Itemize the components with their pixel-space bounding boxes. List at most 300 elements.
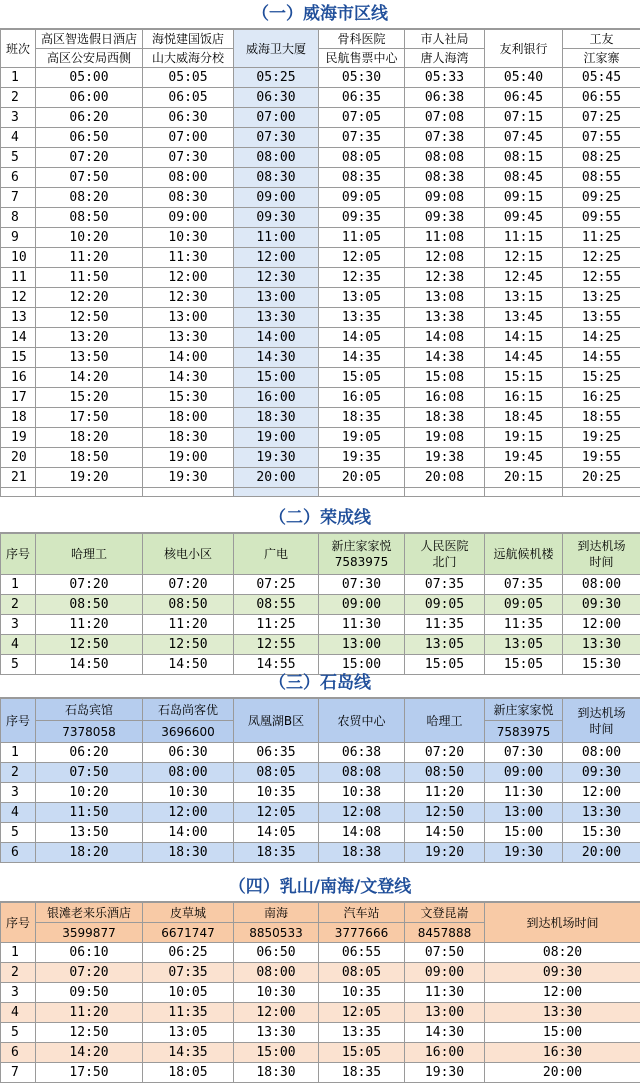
- table-row: [1, 368, 640, 388]
- header-stop: 海悦建国饭店: [143, 30, 234, 49]
- time-cell: 09:38: [405, 208, 485, 228]
- row-number-cell: 1: [1, 943, 36, 963]
- time-cell: 05:40: [485, 68, 563, 88]
- time-cell: 13:00: [319, 635, 405, 655]
- time-cell: 08:15: [485, 148, 563, 168]
- time-cell: 17:50: [36, 408, 143, 428]
- time-cell: 06:30: [143, 743, 234, 763]
- time-cell: 18:30: [143, 843, 234, 863]
- time-cell: 13:25: [563, 288, 640, 308]
- row-number-cell: 3: [1, 783, 36, 803]
- time-cell: 09:00: [143, 208, 234, 228]
- time-cell: 10:38: [319, 783, 405, 803]
- table-row: [1, 168, 640, 188]
- time-cell: 07:30: [319, 575, 405, 595]
- table-row: [1, 783, 640, 803]
- time-cell: 12:00: [485, 983, 640, 1003]
- table-row: [1, 68, 640, 88]
- header-stop: 农贸中心: [319, 699, 405, 743]
- time-cell: 13:30: [234, 308, 319, 328]
- time-cell: 12:00: [234, 248, 319, 268]
- time-cell: 07:20: [143, 575, 234, 595]
- time-cell: 14:08: [319, 823, 405, 843]
- time-cell: 18:30: [234, 1063, 319, 1083]
- time-cell: 18:20: [36, 428, 143, 448]
- header-stop-phone: 8850533: [234, 923, 319, 943]
- section-weihai-city: [0, 0, 640, 504]
- time-cell: 10:05: [143, 983, 234, 1003]
- time-cell: 07:55: [563, 128, 640, 148]
- header-stop: [319, 534, 405, 575]
- time-cell: 20:00: [563, 843, 640, 863]
- header-stop: 骨科医院: [319, 30, 405, 49]
- time-cell: 07:05: [319, 108, 405, 128]
- time-cell: 11:50: [36, 268, 143, 288]
- row-number-cell: 8: [1, 208, 36, 228]
- row-number-cell: 5: [1, 1023, 36, 1043]
- time-cell: 13:38: [405, 308, 485, 328]
- time-cell: 19:20: [405, 843, 485, 863]
- time-cell: 07:38: [405, 128, 485, 148]
- time-cell: 07:50: [36, 168, 143, 188]
- time-cell: 15:00: [485, 1023, 640, 1043]
- time-cell: 19:30: [405, 1063, 485, 1083]
- time-cell: 13:45: [485, 308, 563, 328]
- row-number-cell: 20: [1, 448, 36, 468]
- time-cell: 11:25: [563, 228, 640, 248]
- time-cell: 08:20: [485, 943, 640, 963]
- time-cell: 09:45: [485, 208, 563, 228]
- table-body: [1, 68, 640, 488]
- row-number-cell: 9: [1, 228, 36, 248]
- table-row: [1, 268, 640, 288]
- header-stop: 友利银行: [485, 30, 563, 68]
- time-cell: 06:45: [485, 88, 563, 108]
- row-number-cell: 2: [1, 595, 36, 615]
- time-cell: 13:30: [485, 1003, 640, 1023]
- time-cell: 06:20: [36, 108, 143, 128]
- row-number-cell: 4: [1, 128, 36, 148]
- time-cell: 18:38: [319, 843, 405, 863]
- row-number-cell: 16: [1, 368, 36, 388]
- section-title-rushan: （四）乳山/南海/文登线: [0, 873, 640, 902]
- header-stop: 新庄家家悦: [485, 699, 563, 721]
- row-number-cell: 11: [1, 268, 36, 288]
- header-shift: 班次: [1, 30, 36, 68]
- time-cell: 11:20: [143, 615, 234, 635]
- header-stop: 石岛尚客优: [143, 699, 234, 721]
- time-cell: 19:55: [563, 448, 640, 468]
- time-cell: 19:35: [319, 448, 405, 468]
- time-cell: 09:35: [319, 208, 405, 228]
- header-stop-sub: 高区公安局西侧: [36, 49, 143, 68]
- time-cell: 12:30: [143, 288, 234, 308]
- time-cell: 14:50: [36, 655, 143, 675]
- row-number-cell: 5: [1, 655, 36, 675]
- time-cell: 10:35: [319, 983, 405, 1003]
- time-cell: 11:20: [405, 783, 485, 803]
- row-number-cell: 3: [1, 983, 36, 1003]
- time-cell: 19:30: [143, 468, 234, 488]
- header-stop: 哈理工: [405, 699, 485, 743]
- time-cell: 08:50: [143, 595, 234, 615]
- time-cell: 08:35: [319, 168, 405, 188]
- row-number-cell: 17: [1, 388, 36, 408]
- time-cell: 11:00: [234, 228, 319, 248]
- time-cell: 15:00: [319, 655, 405, 675]
- time-cell: 18:05: [143, 1063, 234, 1083]
- row-number-cell: 1: [1, 68, 36, 88]
- row-number-cell: 13: [1, 308, 36, 328]
- time-cell: 07:30: [485, 743, 563, 763]
- time-cell: 14:30: [234, 348, 319, 368]
- time-cell: 20:15: [485, 468, 563, 488]
- header-arrival-line1: 到达机场: [577, 539, 626, 553]
- time-cell: 16:08: [405, 388, 485, 408]
- time-cell: 08:50: [36, 208, 143, 228]
- time-cell: 14:08: [405, 328, 485, 348]
- time-cell: 08:30: [234, 168, 319, 188]
- time-cell: 15:05: [319, 1043, 405, 1063]
- header-stop: 文登昆嵛: [405, 903, 485, 923]
- time-cell: 19:00: [234, 428, 319, 448]
- header-stop-name: 新庄家家悦: [331, 539, 392, 553]
- time-cell: 07:35: [143, 963, 234, 983]
- time-cell: 07:20: [36, 963, 143, 983]
- time-cell: 12:08: [405, 248, 485, 268]
- time-cell: 06:25: [143, 943, 234, 963]
- time-cell: 18:20: [36, 843, 143, 863]
- time-cell: 06:05: [143, 88, 234, 108]
- section-title-shidao: （三）石岛线: [0, 669, 640, 698]
- time-cell: 19:05: [319, 428, 405, 448]
- header-stop-phone: 3696600: [143, 721, 234, 743]
- time-cell: 18:35: [319, 1063, 405, 1083]
- row-number-cell: 14: [1, 328, 36, 348]
- time-cell: 12:25: [563, 248, 640, 268]
- time-cell: 13:05: [405, 635, 485, 655]
- time-cell: 14:20: [36, 1043, 143, 1063]
- time-cell: 15:30: [563, 655, 640, 675]
- header-stop: 核电小区: [143, 534, 234, 575]
- time-cell: 15:30: [143, 388, 234, 408]
- table-row: [1, 308, 640, 328]
- time-cell: 13:00: [485, 803, 563, 823]
- table-row: [1, 943, 640, 963]
- time-cell: 08:50: [36, 595, 143, 615]
- time-cell: 09:30: [234, 208, 319, 228]
- header-stop-phone: 3777666: [319, 923, 405, 943]
- header-arrival-line2: 时间: [589, 555, 614, 569]
- header-stop: 石岛宾馆: [36, 699, 143, 721]
- time-cell: 15:05: [319, 368, 405, 388]
- time-cell: 14:00: [143, 823, 234, 843]
- section-title-rongcheng: （二）荣成线: [0, 504, 640, 533]
- time-cell: 13:55: [563, 308, 640, 328]
- time-cell: 13:00: [405, 1003, 485, 1023]
- header-stop: [405, 534, 485, 575]
- time-cell: 15:00: [234, 1043, 319, 1063]
- time-cell: 09:50: [36, 983, 143, 1003]
- time-cell: 18:45: [485, 408, 563, 428]
- row-number-cell: 21: [1, 468, 36, 488]
- header-stop-phone: 8457888: [405, 923, 485, 943]
- time-cell: 06:38: [405, 88, 485, 108]
- time-cell: 20:08: [405, 468, 485, 488]
- table-row: [1, 348, 640, 368]
- time-cell: 09:15: [485, 188, 563, 208]
- time-cell: 06:35: [319, 88, 405, 108]
- time-cell: 20:25: [563, 468, 640, 488]
- time-cell: 07:35: [319, 128, 405, 148]
- time-cell: 18:30: [143, 428, 234, 448]
- time-cell: 19:45: [485, 448, 563, 468]
- time-cell: 15:05: [485, 655, 563, 675]
- table-row: [1, 743, 640, 763]
- schedule-table-shidao: [0, 698, 640, 863]
- section-rongcheng: [0, 504, 640, 672]
- time-cell: 05:33: [405, 68, 485, 88]
- time-cell: 13:00: [234, 288, 319, 308]
- time-cell: 15:05: [405, 655, 485, 675]
- time-cell: 20:00: [234, 468, 319, 488]
- time-cell: 14:50: [405, 823, 485, 843]
- time-cell: 12:20: [36, 288, 143, 308]
- time-cell: 08:05: [319, 963, 405, 983]
- time-cell: 19:38: [405, 448, 485, 468]
- time-cell: 11:30: [405, 983, 485, 1003]
- time-cell: 19:20: [36, 468, 143, 488]
- row-number-cell: 7: [1, 188, 36, 208]
- table-row: [1, 108, 640, 128]
- header-stop: 南海: [234, 903, 319, 923]
- time-cell: 06:00: [36, 88, 143, 108]
- header-stop: 广电: [234, 534, 319, 575]
- time-cell: 05:00: [36, 68, 143, 88]
- time-cell: 15:30: [563, 823, 640, 843]
- header-stop: 凤凰湖B区: [234, 699, 319, 743]
- table-row: [1, 1003, 640, 1023]
- time-cell: 11:30: [143, 248, 234, 268]
- time-cell: 09:00: [485, 763, 563, 783]
- time-cell: 14:05: [234, 823, 319, 843]
- header-stop: 威海卫大厦: [234, 30, 319, 68]
- table-row: [1, 1043, 640, 1063]
- time-cell: 09:05: [405, 595, 485, 615]
- table-row: [1, 763, 640, 783]
- table-row: [1, 428, 640, 448]
- time-cell: 13:05: [485, 635, 563, 655]
- time-cell: 11:15: [485, 228, 563, 248]
- time-cell: 12:50: [36, 635, 143, 655]
- time-cell: 13:50: [36, 348, 143, 368]
- time-cell: 11:30: [319, 615, 405, 635]
- time-cell: 08:00: [234, 963, 319, 983]
- row-number-cell: 6: [1, 168, 36, 188]
- row-number-cell: 7: [1, 1063, 36, 1083]
- row-number-cell: 2: [1, 763, 36, 783]
- time-cell: 18:30: [234, 408, 319, 428]
- time-cell: 12:50: [36, 308, 143, 328]
- time-cell: 13:30: [563, 635, 640, 655]
- section-title-weihai: （一）威海市区线: [0, 0, 640, 29]
- row-number-cell: 5: [1, 823, 36, 843]
- time-cell: 10:30: [143, 228, 234, 248]
- time-cell: 19:30: [234, 448, 319, 468]
- time-cell: 07:25: [563, 108, 640, 128]
- row-number-cell: 5: [1, 148, 36, 168]
- time-cell: 08:20: [36, 188, 143, 208]
- time-cell: 11:50: [36, 803, 143, 823]
- table-row: [1, 388, 640, 408]
- time-cell: 11:35: [485, 615, 563, 635]
- time-cell: 06:50: [234, 943, 319, 963]
- time-cell: 12:55: [234, 635, 319, 655]
- time-cell: 13:08: [405, 288, 485, 308]
- row-number-cell: 6: [1, 1043, 36, 1063]
- header-stop: 汽车站: [319, 903, 405, 923]
- table-row: [1, 803, 640, 823]
- time-cell: 07:20: [36, 575, 143, 595]
- time-cell: 08:50: [405, 763, 485, 783]
- time-cell: 14:20: [36, 368, 143, 388]
- time-cell: 12:00: [563, 615, 640, 635]
- table-row: [1, 408, 640, 428]
- header-stop-sub: 民航售票中心: [319, 49, 405, 68]
- header-stop-sub: 北门: [432, 555, 457, 569]
- time-cell: 08:05: [319, 148, 405, 168]
- time-cell: 13:05: [143, 1023, 234, 1043]
- time-cell: 13:30: [143, 328, 234, 348]
- time-cell: 15:15: [485, 368, 563, 388]
- header-stop-phone: 7583975: [334, 555, 389, 569]
- time-cell: 05:05: [143, 68, 234, 88]
- time-cell: 10:30: [143, 783, 234, 803]
- time-cell: 18:35: [234, 843, 319, 863]
- time-cell: 07:00: [143, 128, 234, 148]
- time-cell: 09:30: [563, 763, 640, 783]
- time-cell: 09:30: [485, 963, 640, 983]
- header-stop: 市人社局: [405, 30, 485, 49]
- row-number-cell: 19: [1, 428, 36, 448]
- header-no: 序号: [1, 699, 36, 743]
- header-stop-name: 人民医院: [420, 539, 469, 553]
- time-cell: 16:25: [563, 388, 640, 408]
- time-cell: 12:55: [563, 268, 640, 288]
- time-cell: 07:50: [405, 943, 485, 963]
- time-cell: 08:00: [234, 148, 319, 168]
- time-cell: 07:20: [405, 743, 485, 763]
- time-cell: 16:15: [485, 388, 563, 408]
- header-stop-phone: 6671747: [143, 923, 234, 943]
- row-number-cell: 4: [1, 1003, 36, 1023]
- time-cell: 15:00: [485, 823, 563, 843]
- time-cell: 06:55: [319, 943, 405, 963]
- time-cell: 09:55: [563, 208, 640, 228]
- table-row: [1, 248, 640, 268]
- time-cell: 08:25: [563, 148, 640, 168]
- time-cell: 08:30: [143, 188, 234, 208]
- row-number-cell: 4: [1, 635, 36, 655]
- table-body: [1, 743, 640, 863]
- header-arrival: [563, 534, 640, 575]
- time-cell: 19:25: [563, 428, 640, 448]
- time-cell: 12:50: [405, 803, 485, 823]
- table-row: [1, 983, 640, 1003]
- time-cell: 08:38: [405, 168, 485, 188]
- time-cell: 08:45: [485, 168, 563, 188]
- header-arrival-line1: 到达机场: [577, 705, 626, 720]
- header-stop-sub: 江家寨: [563, 49, 640, 68]
- time-cell: 06:30: [234, 88, 319, 108]
- header-stop: 银滩老来乐酒店: [36, 903, 143, 923]
- time-cell: 13:20: [36, 328, 143, 348]
- row-number-cell: 10: [1, 248, 36, 268]
- table-row: [1, 208, 640, 228]
- time-cell: 14:15: [485, 328, 563, 348]
- time-cell: 06:55: [563, 88, 640, 108]
- time-cell: 10:20: [36, 228, 143, 248]
- header-stop-sub: 唐人海湾: [405, 49, 485, 68]
- row-number-cell: 1: [1, 575, 36, 595]
- table-row: [1, 88, 640, 108]
- time-cell: 20:05: [319, 468, 405, 488]
- time-cell: 12:05: [234, 803, 319, 823]
- time-cell: 07:00: [234, 108, 319, 128]
- header-stop-phone: 7378058: [36, 721, 143, 743]
- table-row: [1, 1063, 640, 1083]
- time-cell: 13:35: [319, 1023, 405, 1043]
- time-cell: 08:05: [234, 763, 319, 783]
- schedule-table-rongcheng: [0, 533, 640, 675]
- time-cell: 14:25: [563, 328, 640, 348]
- time-cell: 11:35: [405, 615, 485, 635]
- time-cell: 07:35: [485, 575, 563, 595]
- time-cell: 11:30: [485, 783, 563, 803]
- time-cell: 12:38: [405, 268, 485, 288]
- time-cell: 18:50: [36, 448, 143, 468]
- table-row: [1, 128, 640, 148]
- time-cell: 12:15: [485, 248, 563, 268]
- table-row: [1, 228, 640, 248]
- table-row: [1, 843, 640, 863]
- time-cell: 07:30: [143, 148, 234, 168]
- time-cell: 14:50: [143, 655, 234, 675]
- time-cell: 14:00: [234, 328, 319, 348]
- time-cell: 11:05: [319, 228, 405, 248]
- time-cell: 06:10: [36, 943, 143, 963]
- time-cell: 10:35: [234, 783, 319, 803]
- time-cell: 07:08: [405, 108, 485, 128]
- time-cell: 09:00: [405, 963, 485, 983]
- time-cell: 08:00: [143, 168, 234, 188]
- section-rushan-nanhai-wendeng: [0, 873, 640, 1088]
- time-cell: 13:05: [319, 288, 405, 308]
- time-cell: 12:00: [563, 783, 640, 803]
- time-cell: 06:38: [319, 743, 405, 763]
- header-stop: 工友: [563, 30, 640, 49]
- time-cell: 18:38: [405, 408, 485, 428]
- table-row: [1, 615, 640, 635]
- row-number-cell: 1: [1, 743, 36, 763]
- time-cell: 15:08: [405, 368, 485, 388]
- time-cell: 07:35: [405, 575, 485, 595]
- header-stop: 高区智选假日酒店: [36, 30, 143, 49]
- time-cell: 14:00: [143, 348, 234, 368]
- time-cell: 14:30: [143, 368, 234, 388]
- time-cell: 14:55: [234, 655, 319, 675]
- row-number-cell: 18: [1, 408, 36, 428]
